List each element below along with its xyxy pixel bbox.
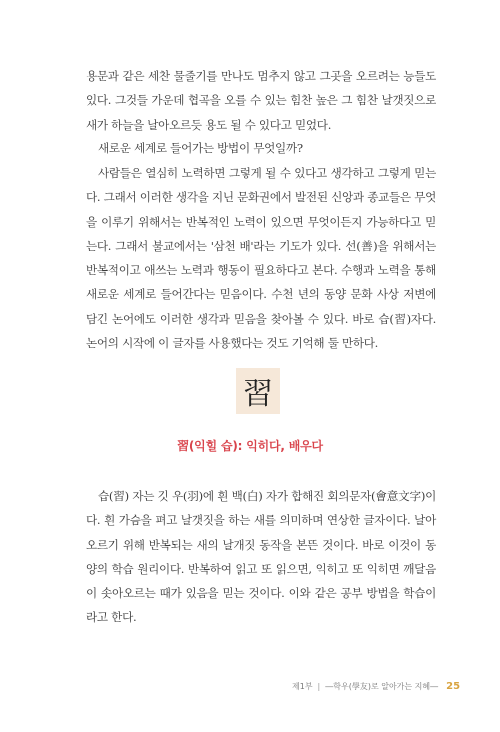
paragraph-2: 새로운 세계로 들어가는 방법이 무엇일까?: [98, 141, 303, 155]
paragraph-4: 습(習) 자는 깃 우(羽)에 흰 백(白) 자가 합해진 회의문자(會意文字)이다. 흰 가슴을 펴고 날갯짓을 하는 새를 의미하며 연상한 글자이다. 날아오르기 위해 반복되는 새의 날개짓 동작을 본뜬 것이다. 바로 이것이 동양의 학습 원리이다. 반복하여 읽고 또 읽으면, 익히고 또 익히면 깨달음이 솟아오르는 때가 있음을 믿는 것이다. 이와 같은 공부 방법을 학습이라고 한다.: [86, 489, 436, 625]
footer-part-label: 제1부: [292, 682, 313, 691]
page-footer: [292, 681, 460, 692]
footer-separator: |: [317, 682, 321, 691]
footer-book-title: ―학우(學友)로 알아가는 지혜―: [325, 682, 439, 691]
paragraph-1: 용문과 같은 세찬 물줄기를 만나도 멈추지 않고 그곳을 오르려는 능들도 있다. 그것들 가운데 협곡을 오를 수 있는 힘찬 높은 그 힘찬 날갯짓으로 새가 하늘을 날아오르듯 용도 될 수 있다고 믿었다.: [86, 69, 436, 132]
hanja-caption: 習(익힐 습): 익히다, 배우다: [177, 439, 323, 453]
page-number: 25: [446, 681, 461, 692]
paragraph-3: 사람들은 열심히 노력하면 그렇게 될 수 있다고 생각하고 그렇게 믿는다. 그래서 이러한 생각을 지닌 문화권에서 발전된 신앙과 종교들은 무엇을 이루기 위해서는 반복적인 노력이 있으면 무엇이든지 가능하다고 믿는다. 그래서 불교에서는 '삼천 배'라는 기도가 있다. 선(善)을 위해서는 반복적이고 애쓰는 노력과 행동이 필요하다고 본다. 수행과 노력을 통해 새로운 세계로 들어간다는 믿음이다. 수천 년의 동양 문화 사상 저변에 담긴 논어에도 이러한 생각과 믿음을 찾아볼 수 있다. 바로 습(習)자다. 논어의 시작에 이 글자를 사용했다는 것도 기억해 둘 만하다.: [86, 166, 436, 351]
hanja-character-box: 習: [236, 368, 280, 414]
